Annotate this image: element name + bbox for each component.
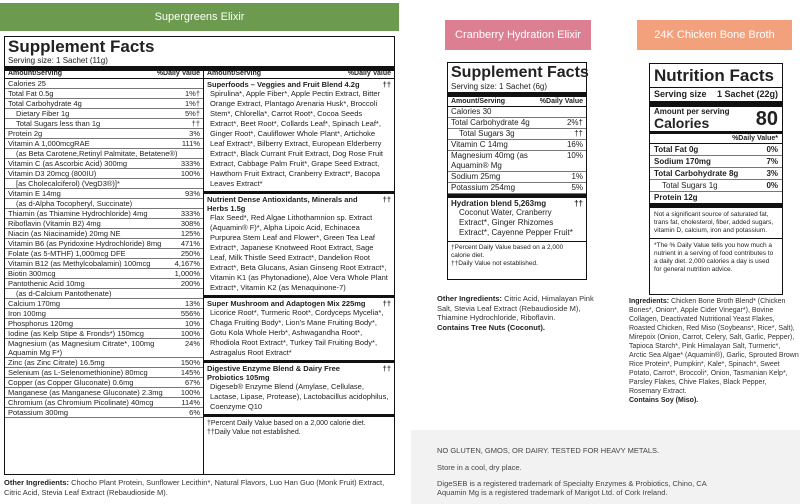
blend-dv: ††: [382, 364, 391, 373]
dv-header-right: %Daily Value: [347, 70, 391, 77]
blend-dv: ††: [382, 299, 391, 308]
nutrition-row: [650, 144, 782, 156]
blend-ingredients: Licorice Root*, Turmeric Root*, Cordyceps Mycelia*, Chaga Fruiting Body*, Lion's Mane Fruiting Body*, Gotu Kola Whole Herb*, Ashwagandha Root*, Rhodiola Root Extract*, Turkey Tail Fruiting Body*, Astragalus Root Extract*: [210, 308, 384, 357]
blend-dv: ††: [382, 195, 391, 204]
nutrient-amount: [as Cholecalciferol) (VegD3®)]*: [16, 179, 120, 188]
nutrient-row: [5, 289, 203, 299]
calories-row: [650, 107, 782, 134]
nutrient-row: [5, 358, 203, 368]
blend-dv: ††: [574, 199, 583, 208]
proprietary-blend: [204, 298, 394, 363]
trademark-digeseb: DigeSEB is a registered trademark of Specialty Enzymes & Probiotics, Chino, CA: [437, 479, 707, 488]
nutrient-amount: Magnesium (as Magnesium Citrate*, 100mg Aquamin Mg F*): [8, 339, 155, 357]
calories-label: Calories: [654, 115, 710, 131]
nutrition-row: [650, 180, 782, 192]
nutrient-dv: 24%: [184, 339, 200, 348]
dv-header: %Daily Value: [539, 98, 583, 105]
footnotes: [448, 241, 586, 270]
nutrient-row: [5, 229, 203, 239]
nutrient-row: [5, 209, 203, 219]
nutrient-amount: Folate (as 5-MTHF) 1,000mcg DFE: [8, 249, 126, 258]
nutrient-dv: 556%: [180, 309, 200, 318]
nutrient-row: [5, 329, 203, 339]
nutrient-amount: Calories 30: [451, 107, 492, 116]
chicken-broth-ingredients: [629, 297, 799, 405]
footnote-dv: †Percent Daily Value based on a 2,000 calorie diet.: [451, 244, 564, 259]
nutrient-row: [5, 339, 203, 358]
nutrient-dv: ††: [574, 129, 583, 138]
nutrient-row: [448, 151, 586, 172]
nutrient-row: [5, 259, 203, 269]
nutrient-row: [5, 219, 203, 229]
amount-header-right: Amount/Serving: [207, 70, 262, 77]
nutrient-amount: (as d-Calcium Pantothenate): [16, 289, 112, 298]
nutrient-amount: Vitamin D3 20mcg (800IU): [8, 169, 97, 178]
ingredients-text: Chocho Plant Protein, Sunflower Lecithin*, Natural Flavors, Luo Han Guo (Monk Fruit) Extract, Citric Acid, Stevia Leaf Extract (Rebaudioside M).: [4, 478, 385, 497]
nutrient-amount: Vitamin B6 (as Pyridoxine Hydrochloride) 8mg: [8, 239, 162, 248]
nutrient-dv: 1,000%: [174, 269, 200, 278]
nutrient-amount: Vitamin E 14mg: [8, 189, 61, 198]
blend-ingredients: Coconut Water, Cranberry Extract*, Ginger Rhizomes Extract*, Cayenne Pepper Fruit*: [459, 208, 573, 237]
ingredients-text: Citric Acid, Himalayan Pink Salt, Stevia Leaf Extract (Rebaudioside M), Thiamine Hydrochloride, Riboflavin.: [437, 294, 594, 322]
nutrient-dv: 1%†: [184, 99, 200, 108]
nutrient-amount: Total Carbohydrate 4g: [8, 99, 82, 108]
nutrient-amount: Total Fat 0.5g: [8, 89, 54, 98]
nutrient-row: [5, 368, 203, 378]
amount-header: Amount/Serving: [8, 70, 63, 77]
nutrient-amount: Dietary Fiber 1g: [16, 109, 70, 118]
nutrient-amount: Sodium 170mg: [654, 157, 711, 166]
column-header: [448, 97, 586, 107]
nutrient-amount: Total Sugars 1g: [662, 181, 718, 190]
nutrient-amount: Protein 12g: [654, 193, 698, 202]
nutrient-amount: Biotin 300mcg: [8, 269, 56, 278]
free-from-statement: NO GLUTEN, GMOS, OR DAIRY. TESTED FOR HEAVY METALS.: [437, 446, 660, 455]
blend-ingredients: Spirulina*, Apple Fiber*, Apple Pectin Extract, Bitter Orange Extract, Plantago Arenaria Husk*, Broccoli Stem*, Chlorella*, Carrot Root*, Cocoa Seeds Extract*, Beet Root*, Collards Leaf*, Spinach Leaf*, Ginger Root*, Cauliflower Whole Plant*, Artichoke Leaf Extract*, Bilberry Extract, European Elderberry Extract*, Black Currant Fruit Extract, Dog Rose Fruit Extract, Cabbage Palm Fruit*, Grape Seed Extract, Hawthorn Fruit Extract, Cranberry Extract*, Bacopa Leaves Extract*: [210, 89, 383, 188]
nutrient-amount: Magnesium 40mg (as Aquamin® Mg: [451, 151, 528, 170]
nutrient-amount: Thiamin (as Thiamine Hydrochloride) 4mg: [8, 209, 148, 218]
nutrient-row: [5, 279, 203, 289]
nutrient-dv: 125%: [180, 229, 200, 238]
nutrient-row: [5, 179, 203, 189]
tab-chicken-broth[interactable]: [637, 20, 792, 50]
nutrient-dv: 5%: [571, 183, 583, 192]
nutrient-dv: 100%: [180, 329, 200, 338]
nutrient-amount: Iron 100mg: [8, 309, 46, 318]
nutrient-row: [448, 172, 586, 183]
ingredients-label: Other Ingredients:: [437, 294, 503, 303]
dv-header: %Daily Value*: [650, 134, 782, 144]
tab-supergreens-label: Supergreens Elixir: [154, 11, 245, 23]
nutrient-dv: 100%: [180, 388, 200, 397]
nutrient-row: [448, 118, 586, 129]
nutrient-dv: 471%: [180, 239, 200, 248]
nutrient-dv: 333%: [180, 159, 200, 168]
tab-cranberry[interactable]: [445, 20, 591, 50]
nutrient-row: [5, 149, 203, 159]
nutrient-row: [5, 388, 203, 398]
nutrient-row: [448, 183, 586, 194]
allergen-statement: Contains Tree Nuts (Coconut).: [437, 322, 545, 332]
nutrient-dv: 114%: [181, 398, 200, 407]
nutrient-amount: Iodine (as Kelp Stipe & Fronds*) 150mcg: [8, 329, 144, 338]
nutrient-row: [5, 398, 203, 408]
nutrient-row: [5, 109, 203, 119]
nutrient-amount: Vitamin B12 (as Methylcobalamin) 100mcg: [8, 259, 151, 268]
nutrient-dv: 111%: [181, 139, 200, 148]
supplement-facts-title: Supplement Facts: [8, 37, 155, 56]
nutrient-dv: 250%: [180, 249, 200, 258]
nutrient-dv: 3%: [766, 169, 778, 178]
nutrient-amount: Vitamin C 14mg: [451, 140, 508, 149]
footnote-not-established: ††Daily Value not established.: [451, 260, 538, 267]
nutrient-dv: 6%: [189, 408, 200, 417]
calories-value: 80: [755, 108, 778, 130]
nutrient-amount: Sodium 25mg: [451, 172, 501, 181]
nutrition-row: [650, 192, 782, 208]
serving-size: [650, 87, 782, 107]
nutrient-dv: 67%: [184, 378, 200, 387]
trademark-aquamin: Aquamin Mg is a registered trademark of Marigot Ltd. of Cork Ireland.: [437, 488, 668, 497]
nutrient-dv: 100%: [180, 169, 200, 178]
nutrient-amount: Potassium 300mg: [8, 408, 69, 417]
nutrient-row: [5, 99, 203, 109]
nutrient-amount: Total Carbohydrate 4g: [451, 118, 530, 127]
blend-ingredients: Flax Seed*, Red Algae Lithothamnion sp. Extract (Aquamin® F)*, Alpha Lipoic Acid, Echinacea Purpurea Stem Leaf and Flower*, Green Tea Leaf Extract*, Japanese Knotweed Root Extract, Sage Leaf, Milk Thistle Seed Extract*, Dandelion Root Extract*, Beta Glucans, Asian Ginseng Root Extract*, Vitamin K1 (as Phytonadione), Aloe Vera Whole Plant Extract*, Vitamin K2 (as Menaquinone-7): [210, 213, 388, 292]
not-significant-note: Not a significant source of saturated fat, trans fat, cholesterol, fiber, added sugars, vitamin D, calcium, iron and potassium.: [650, 208, 782, 239]
nutrient-amount: Total Carbohydrate 8g: [654, 169, 739, 178]
ingredients-text: Chicken Bone Broth Blend* (Chicken Bones*, Onion*, Apple Cider Vinegar*), Bovine Collagen, Deactivated Nutritional Yeast Flakes, Roasted Chicken, Red Miso (Soybeans*, Rice*, Salt), Mirepoix (Onion, Carrot, Celery, Salt, Garlic, Pepper), Tapioca Starch*, Pink Himalayan Salt, Turmeric*, Arctic Sea Algae* (Aquamin®), Garlic, Sprouted Brown Rice Protein*, Pumpkin*, Kale*, Spinach*, Sweet Potato, Carrot*, Broccoli*, Onion, Tasmanian Kelp*, Parsley Flakes, Chive Flakes, Black Pepper, Rosemary Extract.: [629, 298, 799, 395]
nutrient-amount: Vitamin A 1,000mcgRAE: [8, 139, 90, 148]
product-info-panel: [411, 430, 800, 504]
dv-header: %Daily Value: [156, 70, 200, 77]
footnote-not-established: ††Daily Value not established.: [207, 429, 301, 436]
nutrient-dv: 5%†: [184, 109, 200, 118]
nutrient-dv: 200%: [180, 279, 200, 288]
proprietary-blend: [204, 194, 394, 298]
nutrient-row: [5, 189, 203, 199]
blend-name: Super Mushroom and Adaptogen Mix 225mg: [207, 299, 366, 308]
nutrient-dv: 16%: [566, 140, 583, 149]
amount-header: Amount/Serving: [451, 98, 506, 105]
cranberry-supplement-facts: [447, 62, 587, 280]
nutrient-amount: Niacin (as Niacinamide) 20mg NE: [8, 229, 121, 238]
ingredients-label: Other Ingredients:: [4, 478, 70, 487]
nutrient-row: [5, 269, 203, 279]
nutrient-dv: 7%: [766, 157, 778, 166]
serving-size-value: 1 Sachet (22g): [716, 89, 778, 99]
nutrient-amount: Chromium (as Chromium Picolinate) 40mcg: [8, 398, 154, 407]
blend-name: Digestive Enzyme Blend & Dairy Free Probiotics 105mg: [207, 364, 340, 382]
hydration-blend: [448, 194, 586, 241]
chicken-broth-nutrition-facts: [649, 63, 783, 295]
nutrient-row: [448, 107, 586, 118]
nutrient-amount: (as Beta Carotene,Retinyl Palmitate, Betatene®): [16, 149, 178, 158]
nutrient-amount: Protein 2g: [8, 129, 43, 138]
nutrient-dv: 93%: [184, 189, 200, 198]
nutrient-dv: 2%†: [566, 118, 583, 127]
blend-dv: ††: [382, 80, 391, 89]
nutrient-row: [5, 299, 203, 309]
tab-supergreens[interactable]: [0, 3, 399, 31]
nutrient-row: [5, 89, 203, 99]
ingredients-label: Ingredients:: [629, 298, 670, 305]
nutrient-amount: Vitamin C (as Ascorbic Acid) 300mg: [8, 159, 128, 168]
daily-value-note: *The % Daily Value tells you how much a nutrient in a serving of food contributes to a daily diet. 2,000 calories a day is used for general nutrition advice.: [654, 242, 774, 273]
nutrient-amount: Riboflavin (Vitamin B2) 4mg: [8, 219, 101, 228]
nutrition-row: [650, 156, 782, 168]
nutrient-dv: 4,167%: [174, 259, 200, 268]
serving-size: Serving size: 1 Sachet (11g): [5, 56, 394, 71]
nutrient-dv: ††: [191, 119, 200, 128]
nutrient-row: [5, 159, 203, 169]
nutrition-row: [650, 168, 782, 180]
supergreens-ingredients: [4, 478, 399, 497]
nutrient-column: [5, 69, 204, 474]
blend-name: Nutrient Dense Antioxidants, Minerals and Herbs 1.5g: [207, 195, 358, 213]
nutrient-dv: 13%: [184, 299, 200, 308]
nutrient-dv: 0%: [766, 145, 778, 154]
allergen-statement: Contains Soy (Miso).: [629, 397, 699, 404]
nutrient-amount: Total Fat 0g: [654, 145, 699, 154]
nutrient-amount: Pantothenic Acid 10mg: [8, 279, 85, 288]
nutrient-row: [5, 129, 203, 139]
nutrient-row: [5, 378, 203, 388]
proprietary-blend: [204, 79, 394, 194]
nutrient-dv: 308%: [180, 219, 200, 228]
nutrient-amount: Total Sugars 3g: [459, 129, 515, 138]
nutrient-dv: 10%: [184, 319, 200, 328]
nutrient-row: [5, 408, 203, 418]
serving-size-key: Serving size: [654, 89, 707, 99]
nutrition-facts-title: Nutrition Facts: [654, 66, 774, 85]
serving-size: Serving size: 1 Sachet (6g): [448, 82, 586, 97]
blend-name: Superfoods – Veggies and Fruit Blend 4.2g: [207, 80, 360, 89]
amount-per-serving: Amount per serving: [654, 107, 730, 116]
nutrient-row: [5, 309, 203, 319]
footnotes: [204, 417, 394, 439]
blend-name: Hydration blend 5,263mg: [451, 199, 547, 208]
nutrient-dv: 0%: [766, 181, 778, 190]
nutrient-amount: Zinc (as Zinc Citrate) 16.5mg: [8, 358, 105, 367]
nutrient-row: [448, 129, 586, 140]
nutrient-amount: Phosphorus 120mg: [8, 319, 74, 328]
nutrient-amount: Total Sugars less than 1g: [16, 119, 101, 128]
column-header: [5, 69, 203, 79]
nutrient-row: [5, 119, 203, 129]
nutrient-row: [5, 249, 203, 259]
nutrient-dv: 333%: [180, 209, 200, 218]
nutrient-amount: Selenium (as L-Selenomethionine) 80mcg: [8, 368, 148, 377]
nutrient-row: [448, 140, 586, 151]
nutrient-dv: 1%†: [184, 89, 200, 98]
nutrient-dv: 145%: [180, 368, 200, 377]
nutrient-amount: (as d-Alpha Tocopheryl, Succinate): [16, 199, 133, 208]
nutrient-amount: Calories 25: [8, 79, 46, 88]
blend-column: [204, 69, 394, 474]
cranberry-ingredients: [437, 294, 605, 332]
nutrient-row: [5, 239, 203, 249]
tab-cranberry-label: Cranberry Hydration Elixir: [455, 29, 581, 41]
footnote-dv: †Percent Daily Value based on a 2,000 calorie diet.: [207, 420, 366, 427]
nutrient-dv: 1%: [571, 172, 583, 181]
nutrient-amount: Copper (as Copper Gluconate) 0.6mg: [8, 378, 134, 387]
nutrient-dv: 10%: [566, 151, 583, 160]
tab-chicken-broth-label: 24K Chicken Bone Broth: [654, 29, 775, 41]
blend-ingredients: Digeseb® Enzyme Blend (Amylase, Cellulase, Lactase, Lipase, Protease), Lactobacillus acidophilus, Coenzyme Q10: [210, 382, 389, 411]
nutrient-amount: Potassium 254mg: [451, 183, 516, 192]
nutrient-amount: Calcium 170mg: [8, 299, 61, 308]
nutrient-row: [5, 79, 203, 89]
blend-column-header: [204, 69, 394, 79]
nutrient-row: [5, 139, 203, 149]
nutrient-dv: 150%: [180, 358, 200, 367]
supergreens-supplement-facts: [4, 36, 395, 475]
nutrient-row: [5, 319, 203, 329]
nutrient-row: [5, 199, 203, 209]
storage-statement: Store in a cool, dry place.: [437, 463, 522, 472]
proprietary-blend: [204, 363, 394, 417]
supplement-facts-title: Supplement Facts: [451, 64, 589, 81]
nutrient-amount: Manganese (as Manganese Gluconate) 2.3mg: [8, 388, 163, 397]
nutrient-row: [5, 169, 203, 179]
nutrient-dv: 3%: [189, 129, 200, 138]
